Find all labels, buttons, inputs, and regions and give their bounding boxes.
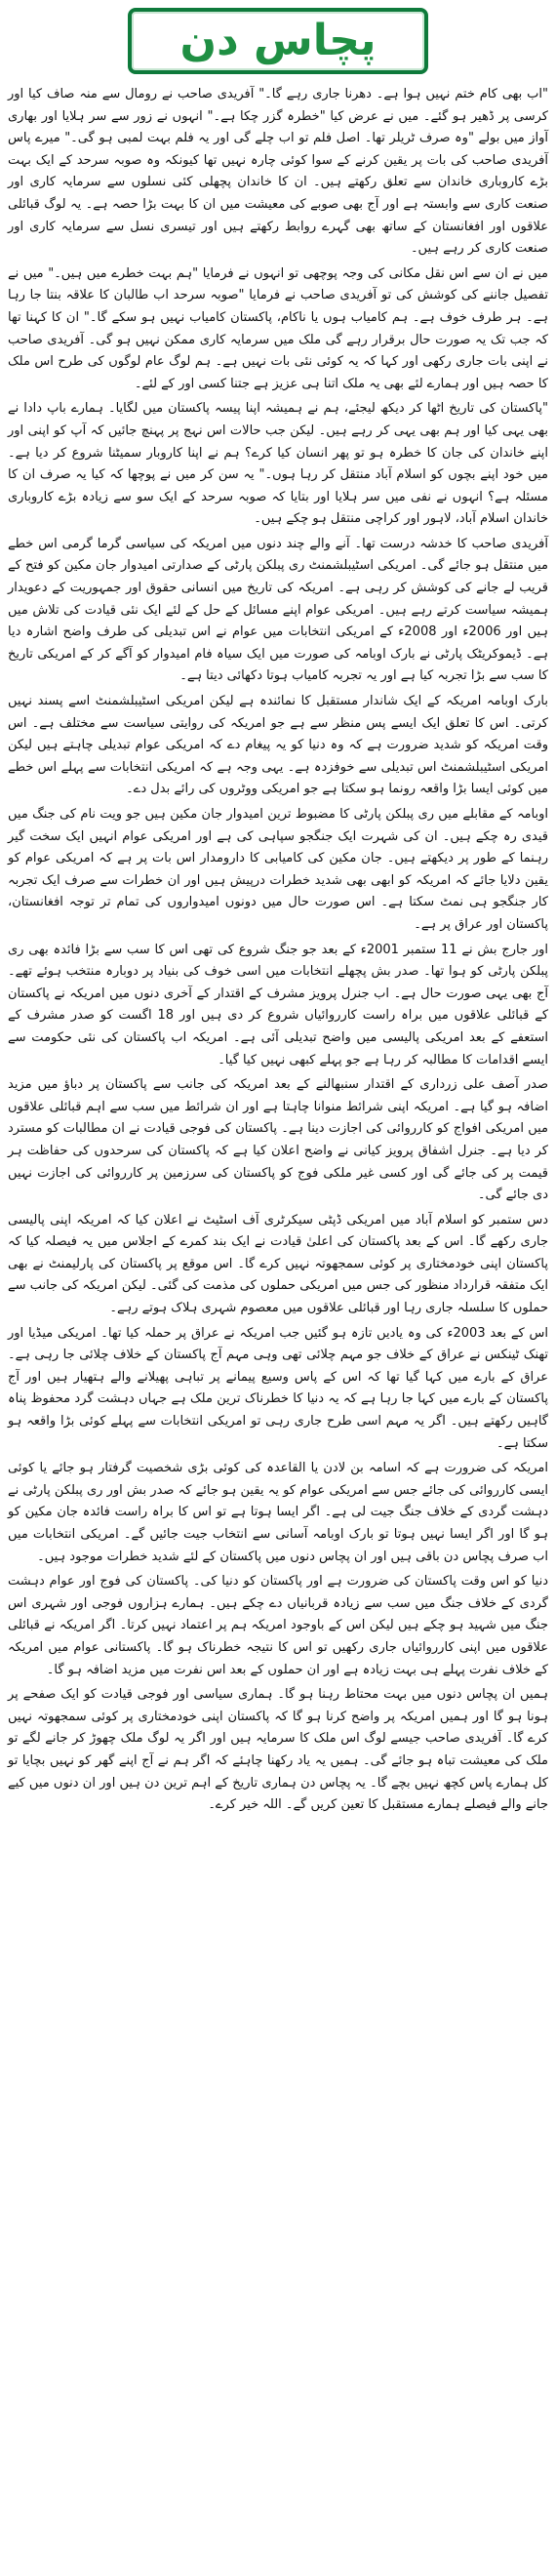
headline-banner bbox=[8, 8, 548, 74]
article-paragraph: ہمیں ان پچاس دنوں میں بہت محتاط رہنا ہو گا۔ ہماری سیاسی اور فوجی قیادت کو ایک صفحے پر ہونا ہو گا اور ہمیں امریکہ پر واضح کرنا ہو گا کہ پاکستان اپنی خودمختاری پر کوئی سمجھوتہ نہیں کرے گا۔ آفریدی صاحب جیسے لوگ اس ملک کا سرمایہ ہیں اور اگر یہ لوگ ملک چھوڑ کر جانے لگے تو ملک کی معیشت تباہ ہو جائے گی۔ ہمیں یہ یاد رکھنا چاہئے کہ اگر ہم نے آج اپنے گھر کو نہیں بچایا تو کل ہمارے پاس کچھ نہیں بچے گا۔ یہ پچاس دن ہماری تاریخ کے اہم ترین دن ہیں اور ان دنوں میں کیے جانے والے فیصلے ہمارے مستقبل کا تعین کریں گے۔ اللہ خیر کرے۔ bbox=[8, 1687, 548, 1813]
article-paragraph: بارک اوبامہ امریکہ کے ایک شاندار مستقبل کا نمائندہ ہے لیکن امریکی اسٹیبلشمنٹ اسے پسند نہیں کرتی۔ اس کا تعلق ایک ایسے پس منظر سے ہے جو امریکہ کی روایتی سیاست سے مختلف ہے۔ اس وقت امریکہ کو شدید ضرورت ہے کہ وہ دنیا کو یہ پیغام دے کہ امریکی عوام تبدیلی چاہتے ہیں لیکن امریکی اسٹیبلشمنٹ اس تبدیلی سے خوفزدہ ہے۔ یہی وجہ ہے کہ امریکی انتخابات سے پہلے اس خطے میں کوئی ایسا بڑا واقعہ رونما ہو سکتا ہے جو امریکی ووٹروں کی رائے بدل دے۔ bbox=[8, 694, 548, 797]
article-paragraph: دس ستمبر کو اسلام آباد میں امریکی ڈپٹی سیکرٹری آف اسٹیٹ نے اعلان کیا کہ امریکہ اپنی پالیسی جاری رکھے گا۔ اس کے بعد پاکستان کی اعلیٰ قیادت نے ایک بند کمرے کے اجلاس میں یہ فیصلہ کیا کہ پاکستان اپنی خودمختاری پر کوئی سمجھوتہ نہیں کرے گا۔ اس موقع پر پاکستان کی پارلیمنٹ نے بھی ایک متفقہ قرارداد منظور کی جس میں امریکی حملوں کی مذمت کی گئی۔ لیکن امریکہ کی جانب سے حملوں کا سلسلہ جاری رہا اور قبائلی علاقوں میں معصوم شہری ہلاک ہوتے رہے۔ bbox=[8, 1212, 548, 1316]
article-paragraph: اس کے بعد 2003ء کی وہ یادیں تازہ ہو گئیں جب امریکہ نے عراق پر حملہ کیا تھا۔ امریکی میڈیا اور تھنک ٹینکس نے عراق کے خلاف جو مہم چلائی تھی وہی مہم آج پاکستان کے خلاف چلائی جا رہی ہے۔ عراق کے بارے میں کہا گیا تھا کہ اس کے پاس وسیع پیمانے پر تباہی پھیلانے والے ہتھیار ہیں اور آج پاکستان کے بارے میں کہا جا رہا ہے کہ یہ دنیا کا خطرناک ترین ملک ہے جہاں دہشت گرد محفوظ پناہ گاہیں رکھتے ہیں۔ اگر یہ مہم اسی طرح جاری رہی تو امریکی انتخابات سے پہلے کوئی بڑا واقعہ ہو سکتا ہے۔ bbox=[8, 1325, 549, 1451]
headline-frame bbox=[128, 8, 428, 74]
article-title: پچاس دن bbox=[179, 16, 377, 65]
article-paragraph: اوبامہ کے مقابلے میں ری پبلکن پارٹی کا مضبوط ترین امیدوار جان مکین ہیں جو ویت نام کی جنگ میں قیدی رہ چکے ہیں۔ ان کی شہرت ایک جنگجو سپاہی کی ہے اور امریکی عوام انہیں ایک سخت گیر رہنما کے طور پر دیکھتے ہیں۔ جان مکین کی کامیابی کا دارومدار اس بات پر ہے کہ امریکی عوام کو یقین دلایا جائے کہ امریکہ کو ابھی بھی شدید خطرات درپیش ہیں اور ان خطرات سے صرف ایک تجربہ کار جنگجو ہی نمٹ سکتا ہے۔ اس صورت حال میں دونوں امیدواروں کی تمام تر توجہ افغانستان، پاکستان اور عراق پر ہے۔ bbox=[8, 807, 548, 932]
article-body bbox=[8, 84, 548, 1817]
article-paragraph: امریکہ کی ضرورت ہے کہ اسامہ بن لادن یا القاعدہ کی کوئی بڑی شخصیت گرفتار ہو جائے یا کوئی ایسی کارروائی کی جائے جس سے امریکی عوام کو یہ یقین ہو جائے کہ صدر بش اور ری پبلکن پارٹی نے دہشت گردی کے خلاف جنگ جیت لی ہے۔ اگر ایسا ہوتا ہے تو اس کا براہ راست فائدہ جان مکین کو ہو گا اور اگر ایسا نہیں ہوتا تو بارک اوبامہ آسانی سے انتخاب جیت جائیں گے۔ امریکی انتخابات میں اب صرف پچاس دن باقی ہیں اور ان پچاس دنوں میں پاکستان کے لئے شدید خطرات موجود ہیں۔ bbox=[8, 1461, 548, 1564]
article-paragraph: صدر آصف علی زرداری کے اقتدار سنبھالنے کے بعد امریکہ کی جانب سے پاکستان پر دباؤ میں مزید اضافہ ہو گیا ہے۔ امریکہ اپنی شرائط منوانا چاہتا ہے اور ان شرائط میں سب سے اہم قبائلی علاقوں میں امریکی افواج کو کارروائی کی اجازت دینا ہے۔ پاکستان کی فوجی قیادت نے ان مطالبات کو مسترد کر دیا ہے۔ جنرل اشفاق پرویز کیانی نے واضح اعلان کیا ہے کہ پاکستان کی سرحدوں کی حفاظت ہر قیمت پر کی جائے گی اور کسی غیر ملکی فوج کو پاکستان کی سرزمین پر کارروائی کی اجازت نہیں دی جائے گی۔ bbox=[8, 1077, 548, 1203]
article-paragraph: "پاکستان کی تاریخ اٹھا کر دیکھ لیجئے، ہم نے ہمیشہ اپنا پیسہ پاکستان میں لگایا۔ ہمارے باپ دادا نے بھی یہی کیا اور ہم بھی یہی کر رہے ہیں۔ لیکن جب حالات اس نہج پر پہنچ جائیں کہ آپ کو اپنی اور اپنے خاندان کی جان کا خطرہ ہو تو پھر انسان کیا کرے؟ ہم نے اپنا کاروبار سمیٹنا شروع کر دیا ہے۔ میں خود اپنے بچوں کو اسلام آباد منتقل کر رہا ہوں۔" یہ سن کر میں نے پوچھا کہ کیا یہ صرف ان کا مسئلہ ہے؟ انہوں نے نفی میں سر ہلایا اور بتایا کہ صوبہ سرحد کے ایک سو سے زیادہ بڑے کاروباری خاندان اسلام آباد، لاہور اور کراچی منتقل ہو چکے ہیں۔ bbox=[8, 401, 548, 527]
article-paragraph: اور جارج بش نے 11 ستمبر 2001ء کے بعد جو جنگ شروع کی تھی اس کا سب سے بڑا فائدہ بھی ری پبلکن پارٹی کو ہوا تھا۔ صدر بش پچھلے انتخابات میں اسی خوف کی بنیاد پر دوبارہ منتخب ہوئے تھے۔ آج بھی یہی صورت حال ہے۔ اب جنرل پرویز مشرف کے اقتدار کے آخری دنوں میں امریکہ نے پاکستان کے قبائلی علاقوں میں براہ راست کارروائیاں شروع کر دی ہیں اور 18 اگست کو صدر مشرف کے استعفے کے بعد امریکی پالیسی میں واضح تبدیلی آئی ہے۔ امریکہ اب پاکستان کی نئی حکومت سے ایسے اقدامات کا مطالبہ کر رہا ہے جو پہلے کبھی نہیں کیا گیا۔ bbox=[8, 942, 549, 1067]
article-paragraph: "اب بھی کام ختم نہیں ہوا ہے۔ دھرنا جاری رہے گا۔" آفریدی صاحب نے رومال سے منہ صاف کیا اور کرسی پر ڈھیر ہو گئے۔ میں نے عرض کیا "خطرہ گزر چکا ہے۔" انہوں نے زور سے سر ہلایا اور بھاری آواز میں بولے "وہ صرف ٹریلر تھا۔ اصل فلم تو اب چلے گی اور یہ فلم بہت لمبی ہو گی۔" میرے پاس آفریدی صاحب کی بات پر یقین کرنے کے سوا کوئی چارہ نہیں تھا کیونکہ وہ صوبہ سرحد کے ایک بہت بڑے کاروباری خاندان سے تعلق رکھتے ہیں۔ ان کا خاندان پچھلی کئی نسلوں سے سرمایہ کاری اور صنعت کاری سے وابستہ ہے اور آج بھی صوبے کی معیشت میں ان کا بہت بڑا حصہ ہے۔ یہ لوگ قبائلی علاقوں اور افغانستان کے ساتھ بھی گہرے روابط رکھتے ہیں اور تیسری نسل سے سرمایہ کاری اور صنعت کاری کر رہے ہیں۔ bbox=[8, 87, 548, 257]
article-paragraph: میں نے ان سے اس نقل مکانی کی وجہ پوچھی تو انہوں نے فرمایا "ہم بہت خطرے میں ہیں۔" میں نے تفصیل جاننے کی کوشش کی تو آفریدی صاحب نے فرمایا "صوبہ سرحد اب طالبان کا علاقہ بنتا جا رہا ہے۔ ہر طرف خوف ہے۔ ہم کامیاب ہوں یا ناکام، پاکستان کامیاب نہیں ہو سکے گا۔" ان کا کہنا تھا کہ جب تک یہ صورت حال برقرار رہے گی ملک میں سرمایہ کاری ممکن نہیں ہو گی۔ آفریدی صاحب نے اپنی بات جاری رکھی اور کہا کہ یہ کوئی نئی بات نہیں ہے۔ ہم لوگ عام لوگوں کی طرح اس ملک کا حصہ ہیں اور ہمارے لئے بھی یہ ملک اتنا ہی عزیز ہے جتنا کسی اور کے لئے۔ bbox=[8, 265, 548, 391]
article-paragraph: دنیا کو اس وقت پاکستان کی ضرورت ہے اور پاکستان کو دنیا کی۔ پاکستان کی فوج اور عوام دہشت گردی کے خلاف جنگ میں سب سے زیادہ قربانیاں دے چکے ہیں۔ ہمارے ہزاروں فوجی اور شہری اس جنگ میں شہید ہو چکے ہیں لیکن اس کے باوجود امریکہ ہم پر اعتماد نہیں کرتا۔ اگر امریکہ نے قبائلی علاقوں میں اپنی کارروائیاں جاری رکھیں تو اس کا نتیجہ خطرناک ہو گا۔ پاکستانی عوام میں امریکہ کے خلاف نفرت پہلے ہی بہت زیادہ ہے اور ان حملوں کے بعد اس نفرت میں مزید اضافہ ہو گا۔ bbox=[8, 1574, 548, 1677]
article-paragraph: آفریدی صاحب کا خدشہ درست تھا۔ آنے والے چند دنوں میں امریکہ کی سیاسی گرما گرمی اس خطے میں منتقل ہو جائے گی۔ امریکی اسٹیبلشمنٹ ری پبلکن پارٹی کے صدارتی امیدوار جان مکین کو فتح کے قریب لے جانے کی کوشش کر رہی ہے۔ امریکہ کی تاریخ میں انسانی حقوق اور جمہوریت کے دعویدار ہمیشہ سیاست کرتے رہے ہیں۔ امریکی عوام اپنے مسائل کے حل کے لئے ایک نئی قیادت کی تلاش میں ہیں اور 2006ء اور 2008ء کے امریکی انتخابات میں عوام نے اس تبدیلی کی طرف واضح اشارہ دیا ہے۔ ڈیموکریٹک پارٹی نے بارک اوبامہ کی صورت میں ایک سیاہ فام امیدوار کو آگے کر کے امریکی تاریخ کا سب سے بڑا تجربہ کیا ہے اور یہ تجربہ کامیاب ہوتا دکھائی دیتا ہے۔ bbox=[8, 536, 549, 684]
